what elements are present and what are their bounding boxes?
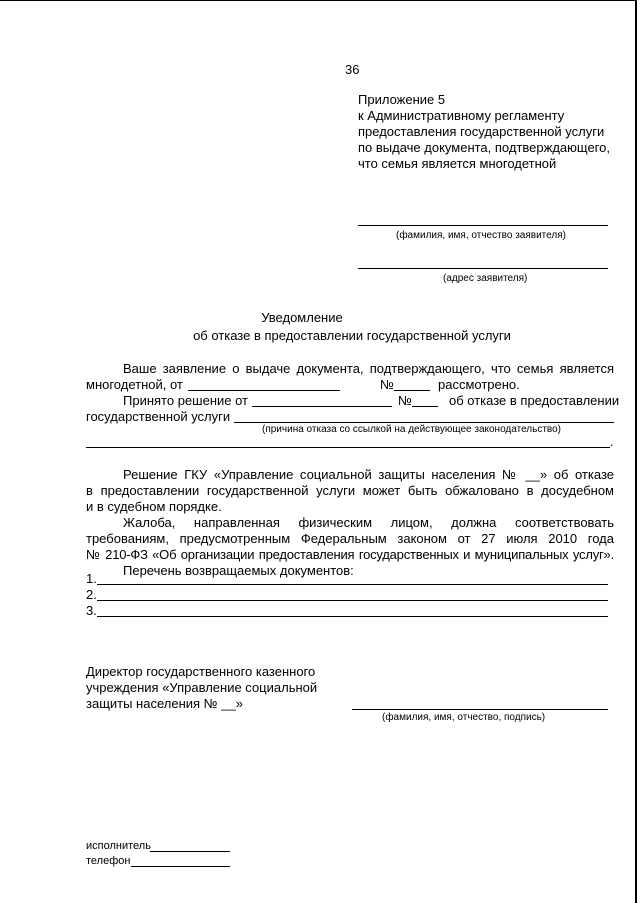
executor-field[interactable] xyxy=(150,851,230,852)
decision-date-field[interactable] xyxy=(252,406,392,407)
appendix-line: Приложение 5 xyxy=(358,92,446,107)
document-list-item-number: 1. xyxy=(86,571,97,586)
signature-field[interactable] xyxy=(352,709,608,710)
appendix-line: по выдаче документа, подтверждающего, xyxy=(358,140,610,155)
phone-field[interactable] xyxy=(131,866,230,867)
appeal-text-line: Решение ГКУ «Управление социальной защиты населения № __» об отказе xyxy=(123,467,614,482)
signatory-position-line: защиты населения № __» xyxy=(86,696,243,711)
period-mark: . xyxy=(610,434,614,449)
signatory-position-line: Директор государственного казенного xyxy=(86,664,316,679)
document-list-item-field[interactable] xyxy=(97,584,608,585)
document-list-item-field[interactable] xyxy=(97,616,608,617)
application-date-field[interactable] xyxy=(188,390,340,391)
documents-list-title: Перечень возвращаемых документов: xyxy=(123,563,354,578)
executor-label: исполнитель xyxy=(86,840,151,852)
applicant-address-caption: (адрес заявителя) xyxy=(443,273,528,284)
page-number: 36 xyxy=(345,62,360,77)
number-sign: № xyxy=(398,393,412,408)
reason-continuation-field[interactable] xyxy=(86,447,610,448)
document-title: Уведомление xyxy=(261,310,343,325)
phone-label: телефон xyxy=(86,855,131,867)
complaint-text-line: Жалоба, направленная физическим лицом, должна соответствовать xyxy=(123,515,614,530)
notice-text-line: многодетной, от xyxy=(86,377,183,392)
appeal-text-line: и в судебном порядке. xyxy=(86,499,222,514)
complaint-text-line: № 210-ФЗ «Об организации предоставления государственных и муниципальных услуг». xyxy=(86,547,614,562)
document-list-item-number: 3. xyxy=(86,603,97,618)
applicant-name-line[interactable] xyxy=(358,225,608,226)
application-number-field[interactable] xyxy=(394,390,430,391)
notice-text-line: рассмотрено. xyxy=(438,377,520,392)
reason-caption: (причина отказа со ссылкой на действующее законодательство) xyxy=(262,424,562,435)
notice-text-line: Ваше заявление о выдаче документа, подтверждающего, что семья является xyxy=(123,361,614,376)
appendix-line: предоставления государственной услуги xyxy=(358,124,605,139)
appendix-line: к Административному регламенту xyxy=(358,108,565,123)
signatory-position-line: учреждения «Управление социальной xyxy=(86,680,318,695)
document-subtitle: об отказе в предоставлении государственной услуги xyxy=(193,328,511,343)
notice-text-line: Принято решение от xyxy=(123,393,249,408)
reason-field[interactable] xyxy=(234,422,614,423)
document-list-item-field[interactable] xyxy=(97,600,608,601)
notice-text-line: об отказе в предоставлении xyxy=(449,393,620,408)
notice-text-line: государственной услуги xyxy=(86,409,231,424)
document-list-item-number: 2. xyxy=(86,587,97,602)
decision-number-field[interactable] xyxy=(412,406,438,407)
appendix-line: что семья является многодетной xyxy=(358,156,557,171)
appendix-block xyxy=(358,92,610,172)
signature-caption: (фамилия, имя, отчество, подпись) xyxy=(382,712,546,723)
number-sign: № xyxy=(380,377,394,392)
applicant-name-caption: (фамилия, имя, отчество заявителя) xyxy=(396,230,566,241)
complaint-text-line: требованиям, предусмотренным Федеральным законом от 27 июля 2010 года xyxy=(86,531,614,546)
applicant-address-line[interactable] xyxy=(358,268,608,269)
appeal-text-line: в предоставлении государственной услуги может быть обжаловано в досудебном xyxy=(86,483,614,498)
